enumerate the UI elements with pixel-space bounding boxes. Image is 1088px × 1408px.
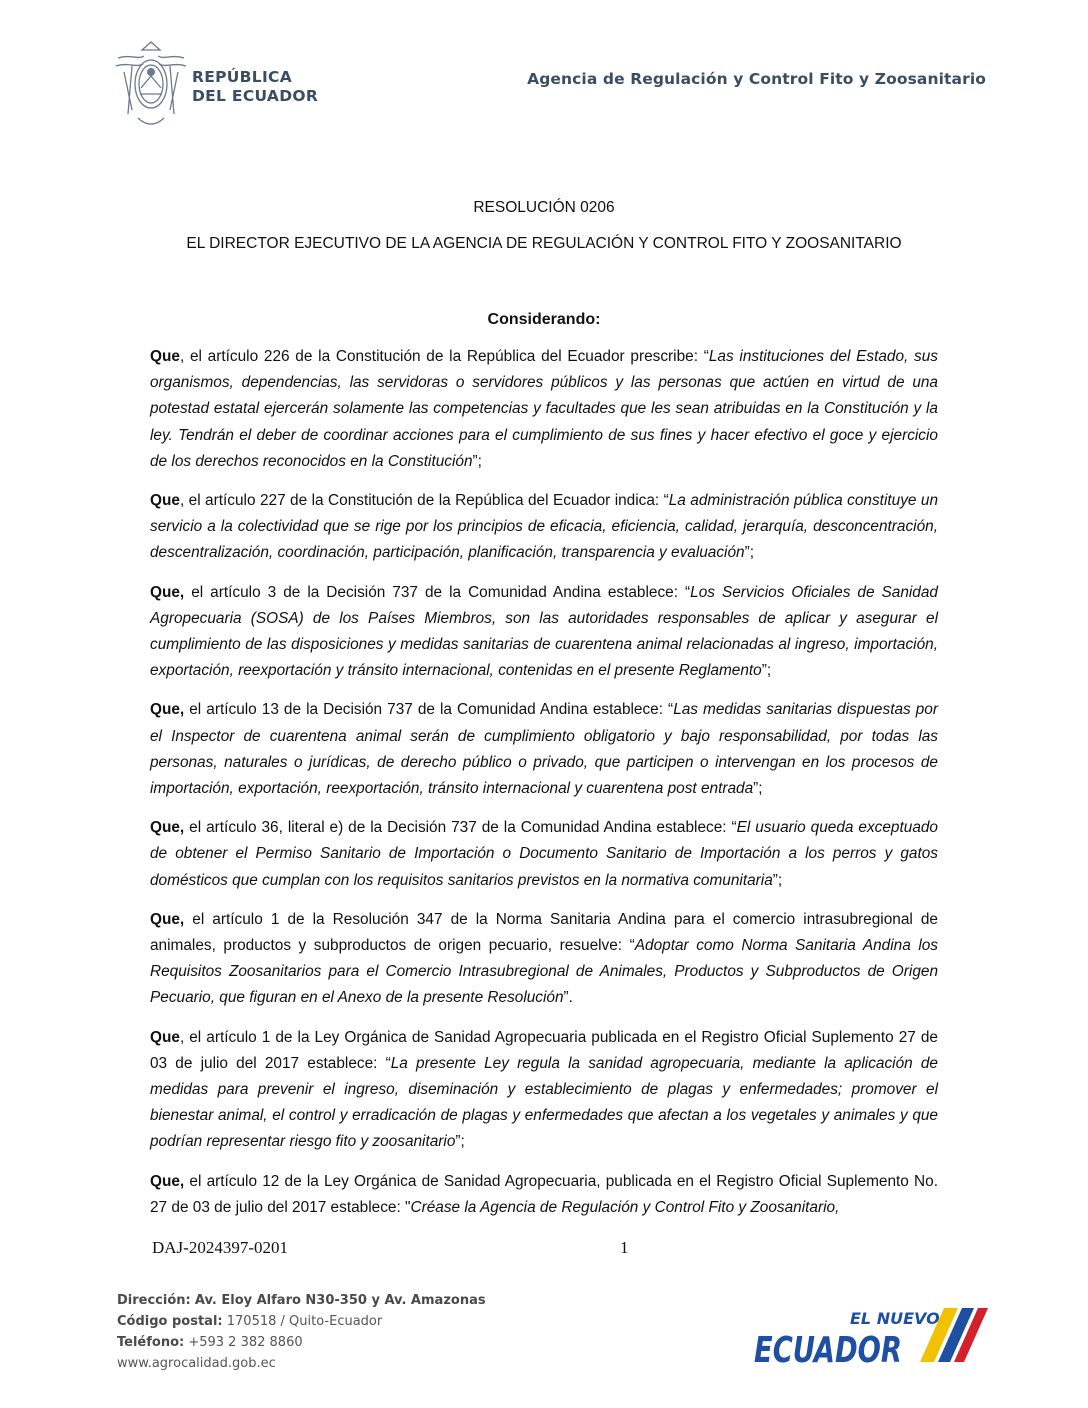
- paragraph-lead: Que: [150, 348, 180, 365]
- paragraph-quote: Adoptar como Norma Sanitaria Andina los Requisitos Zoosanitarios para el Comercio Intrasubregional de Animales, Productos y Subproductos de Origen Pecuario, que figuran en el Anexo de la presente Resolución: [150, 937, 938, 1007]
- footer-address: [117, 1290, 486, 1311]
- agency-name: Agencia de Regulación y Control Fito y Zoosanitario: [527, 70, 986, 88]
- postal-label: Código postal:: [117, 1314, 223, 1329]
- paragraph-quote: La administración pública constituye un servicio a la colectividad que se rige por los principios de eficacia, eficiencia, calidad, jerarquía, desconcentración, descentralización, coordinación, participación, planificación, transparencia y evaluación: [150, 492, 939, 562]
- paragraph: [150, 488, 938, 567]
- republic-name: [192, 68, 318, 106]
- logo-top-text: EL NUEVO: [850, 1309, 940, 1328]
- resolution-title: RESOLUCIÓN 0206: [473, 199, 615, 216]
- page-footer: [117, 1290, 486, 1374]
- republic-line-2: DEL ECUADOR: [192, 87, 319, 105]
- footer-phone: [117, 1332, 486, 1353]
- footer-website[interactable]: www.agrocalidad.gob.ec: [117, 1356, 276, 1371]
- paragraph-text: , el artículo 226 de la Constitución de la República del Ecuador prescribe: “: [179, 348, 709, 365]
- paragraph-quote: Las medidas sanitarias dispuestas por el Inspector de cuarentena animal serán de cumplimiento obligatorio y bajo responsabilidad, por todas las personas, naturales o jurídicas, de derecho público o privado, que participen o intervengan en los procesos de importación, exportación, reexportación, tránsito internacional y cuarentena post entrada: [150, 701, 938, 798]
- paragraph-tail: ”;: [744, 544, 754, 562]
- logo-main-text: ECUADOR: [754, 1330, 902, 1371]
- paragraph-tail: ”.: [563, 989, 573, 1007]
- paragraph-lead: Que,: [150, 701, 185, 719]
- coat-of-arms-icon: [112, 36, 190, 128]
- el-nuevo-ecuador-logo: [752, 1302, 992, 1372]
- paragraph: [150, 1025, 938, 1156]
- footer-postal: [117, 1311, 486, 1332]
- paragraph-text: , el artículo 227 de la Constitución de la República del Ecuador indica: “: [179, 492, 669, 510]
- republic-line-1: REPÚBLICA: [192, 68, 292, 86]
- phone-value: +593 2 382 8860: [188, 1335, 303, 1350]
- address-value: Av. Eloy Alfaro N30-350 y Av. Amazonas: [194, 1293, 486, 1308]
- paragraph-tail: ”;: [772, 871, 783, 889]
- phone-label: Teléfono:: [117, 1335, 185, 1350]
- paragraph-tail: ”;: [472, 452, 482, 470]
- paragraph-quote: La presente Ley regula la sanidad agropecuaria, mediante la aplicación de medidas para prevenir el ingreso, diseminación y establecimiento de plagas y enfermedades; promover el bienestar animal, el control y erradicación de plagas y enfermedades que afectan a los vegetales y animales y que podrían representar riesgo fito y zoosanitario: [150, 1054, 938, 1151]
- paragraph-lead: Que,: [150, 910, 185, 928]
- paragraph: [150, 1169, 938, 1221]
- paragraph-text: el artículo 13 de la Decisión 737 de la Comunidad Andina establece: “: [184, 701, 674, 719]
- paragraph-tail: ”;: [761, 662, 772, 680]
- document-body: [150, 344, 938, 1234]
- page-header: [0, 0, 1088, 150]
- postal-value: 170518 / Quito-Ecuador: [226, 1314, 383, 1329]
- paragraph-text: , el artículo 1 de la Ley Orgánica de Sanidad Agropecuaria publicada en el Registro Oficial Suplemento 27 de 03 de julio del 2017 establece: “: [150, 1028, 938, 1072]
- paragraph-quote: Créase la Agencia de Regulación y Control Fito y Zoosanitario,: [410, 1198, 840, 1216]
- paragraph: [150, 580, 938, 685]
- paragraph-lead: Que: [150, 1028, 180, 1046]
- paragraph-text: el artículo 3 de la Decisión 737 de la Comunidad Andina establece: “: [184, 583, 691, 601]
- resolution-subtitle: EL DIRECTOR EJECUTIVO DE LA AGENCIA DE REGULACIÓN Y CONTROL FITO Y ZOOSANITARIO: [186, 235, 902, 252]
- paragraph-lead: Que: [150, 492, 180, 510]
- considering-heading: Considerando:: [487, 311, 601, 328]
- paragraph: [150, 907, 938, 1012]
- paragraph: [150, 815, 938, 894]
- paragraph-tail: ”;: [753, 780, 763, 798]
- paragraph-lead: Que,: [150, 819, 185, 837]
- paragraph-quote: Los Servicios Oficiales de Sanidad Agropecuaria (SOSA) de los Países Miembros, son las autoridades responsables de aplicar y asegurar el cumplimiento de las disposiciones y medidas sanitarias de cuarentena animal relacionadas al ingreso, importación, exportación, reexportación y tránsito internacional, contenidas en el presente Reglamento: [150, 583, 938, 680]
- paragraph-tail: ”;: [455, 1133, 465, 1151]
- page-number: 1: [620, 1238, 629, 1257]
- paragraph: [150, 697, 938, 802]
- paragraph-quote: Las instituciones del Estado, sus organismos, dependencias, las servidoras o servidores públicos y las personas que actúen en virtud de una potestad estatal ejercerán solamente las competencias y facultades que les sean atribuidas en la Constitución y la ley. Tendrán el deber de coordinar acciones para el cumplimiento de sus fines y hacer efectivo el goce y ejercicio de los derechos reconocidos en la Constitución: [150, 348, 939, 470]
- paragraph-lead: Que,: [150, 583, 185, 601]
- paragraph-text: el artículo 12 de la Ley Orgánica de Sanidad Agropecuaria, publicada en el Registro Oficial Suplemento No. 27 de 03 de julio del 2017 establece: ": [150, 1172, 938, 1216]
- document-reference: DAJ-2024397-0201: [152, 1238, 288, 1257]
- paragraph: [150, 344, 938, 475]
- paragraph-text: el artículo 36, literal e) de la Decisión 737 de la Comunidad Andina establece: “: [184, 819, 737, 837]
- paragraph-quote: El usuario queda exceptuado de obtener el Permiso Sanitario de Importación o Documento Sanitario de Importación a los perros y gatos domésticos que cumplan con los requisitos sanitarios previstos en la normativa comunitaria: [150, 819, 938, 889]
- paragraph-text: el artículo 1 de la Resolución 347 de la Norma Sanitaria Andina para el comercio intrasubregional de animales, productos y subproductos de origen pecuario, resuelve: “: [150, 910, 938, 955]
- paragraph-lead: Que,: [150, 1172, 185, 1190]
- address-label: Dirección:: [117, 1293, 191, 1308]
